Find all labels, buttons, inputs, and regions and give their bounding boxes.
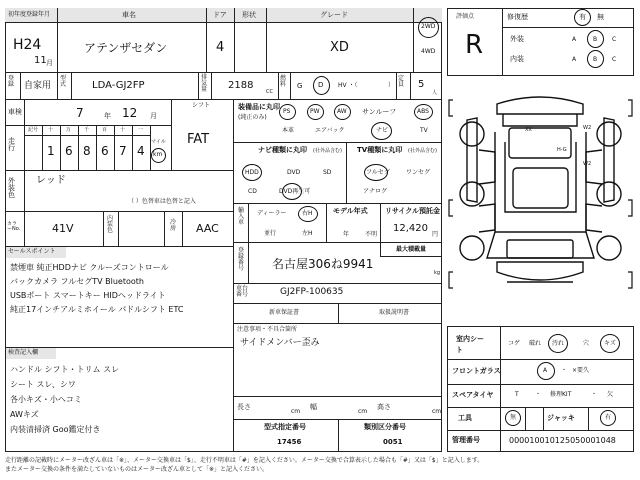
jack-label: ジャッキ <box>547 414 575 422</box>
tv-title: TV種類に丸印 <box>357 146 403 154</box>
spare-tire-label: スペアタイヤ <box>452 391 494 399</box>
repair-label: 修復歴 <box>507 13 528 21</box>
color-note: （ ）色替車は色替と記入 <box>128 198 196 205</box>
exterior-label: 外装 <box>510 35 524 43</box>
doors-value: 4 <box>216 40 225 55</box>
capacity-value: 5 <box>418 79 425 90</box>
registration-value: 名古屋306ね9941 <box>272 257 374 271</box>
model-label: 型式 <box>60 75 67 88</box>
type-label: 型式指定番号 <box>264 423 306 431</box>
reg-label: 登録 <box>8 75 15 88</box>
sales-points-label: セールスポイント <box>8 248 56 255</box>
damage-code: W2 <box>583 161 592 167</box>
km-label: km <box>153 151 163 158</box>
grade-label: グレード <box>320 11 348 19</box>
class-value: 0051 <box>383 438 403 446</box>
first-reg-label: 初年度登録年月 <box>8 11 51 18</box>
color-value: レッド <box>36 175 66 186</box>
color-label: 外装色 <box>8 177 15 199</box>
fuel-g: G <box>297 82 303 90</box>
shift-label: シフト <box>192 102 211 109</box>
mileage-note-label: 記号 <box>28 127 39 133</box>
inspector-line: ハンドル シフト・トリム スレ <box>10 365 120 374</box>
import-label: 輸入車 <box>238 207 245 226</box>
max-load-label: 最大積載量 <box>396 246 427 253</box>
new-car-warranty: 新車保証書 <box>269 309 300 316</box>
repair-no: 無 <box>597 13 604 21</box>
color-no-label: カラーNo. <box>7 221 21 232</box>
footer-line: またメーター交換の条件を満たしていないものはメーター改ざん車として「※」と記入ください。 <box>5 466 269 473</box>
tools-value: 無 <box>510 414 517 421</box>
drive-4wd: 4WD <box>421 48 436 55</box>
displacement-value: 2188 <box>228 80 254 91</box>
name-label: 車名 <box>122 11 136 19</box>
shift-value: FAT <box>187 132 210 147</box>
score-label: 評価点 <box>456 13 475 20</box>
color-no-value: 41V <box>52 222 74 235</box>
tools-label: 工具 <box>458 414 472 422</box>
model-year-label: モデル年式 <box>333 207 368 215</box>
mileage-digit: 6 <box>101 144 109 158</box>
class-label: 類別区分番号 <box>364 423 406 431</box>
interior-sheet-label: 室内シート <box>456 335 484 354</box>
repair-yes: 有 <box>579 13 586 21</box>
mileage-digit: 6 <box>65 144 73 158</box>
damage-code: W2 <box>583 125 592 131</box>
first-reg-month: 11 <box>34 55 47 66</box>
drive-2wd: 2WD <box>421 23 436 30</box>
nav-title: ナビ種類に丸印 <box>258 146 307 154</box>
first-reg-year: H24 <box>13 37 42 53</box>
car-name: アテンザセダン <box>84 41 168 55</box>
inspector-line: 内装清掃済 Goo鑑定付き <box>10 425 101 434</box>
sales-line: 禁煙車 純正HDDナビ クルーズコントロール <box>10 263 169 272</box>
mileage-digit: 4 <box>137 144 145 158</box>
car-outline-icon <box>447 82 634 322</box>
interior-eval-label: 内装 <box>510 55 524 63</box>
sales-line: バックカメラ フルセグTV Bluetooth <box>10 277 144 286</box>
use-value: 自家用 <box>24 81 52 91</box>
equipment-sub: (純正のみ) <box>238 114 267 121</box>
footer-line: 走行距離の記載時にメーター改ざん車は「※」、メーター交換車は「$」、走行不明車は「#」を記入ください。メーター交換で合算表示した場合も「#」又は「$」と記入します。 <box>5 457 484 464</box>
score-value: R <box>465 30 484 60</box>
mileage-digit: 1 <box>47 144 55 158</box>
shape-label: 形状 <box>242 11 256 19</box>
mileage-digit: 8 <box>83 144 91 158</box>
inspector-line: 各小キズ・小ヘコミ <box>10 395 82 404</box>
mile-label: マイル <box>151 139 166 145</box>
damage-code: H-G <box>557 147 567 153</box>
capacity-label: 定員 <box>398 75 405 88</box>
manual-label: 取扱説明書 <box>379 309 410 316</box>
inspector-label: 検査記入欄 <box>8 349 39 356</box>
mileage-label: 走行 <box>8 137 15 152</box>
sales-line: 純正17インチアルミホイール パドルシフト ETC <box>10 305 184 314</box>
management-value: 000010010125050001048 <box>509 436 616 445</box>
aircon-label: 冷房 <box>170 219 177 232</box>
aircon-value: AAC <box>196 222 219 235</box>
front-glass-label: フロントガラス <box>452 367 501 375</box>
recycle-value: 12,420 <box>393 223 428 234</box>
inspector-line: シート スレ、シワ <box>10 380 76 389</box>
model-value: LDA-GJ2FP <box>92 80 145 91</box>
inspector-line: AWキズ <box>10 410 39 419</box>
interior-color-label: 内装色 <box>107 215 114 234</box>
registration-label: 登録番号 <box>238 247 245 272</box>
car-diagram <box>447 82 634 322</box>
displacement-label: 排気量 <box>201 74 208 93</box>
jack-value: 有 <box>605 414 612 421</box>
inspection-month: 12 <box>122 106 138 120</box>
fuel-d: D <box>318 81 324 89</box>
damage-code: XX <box>525 127 532 133</box>
type-value: 17456 <box>277 438 302 446</box>
equipment-label: 装備品に丸印 <box>238 103 280 111</box>
management-label: 管理番号 <box>452 436 480 444</box>
notes-label: 注意事項・不具合箇所 <box>237 326 298 333</box>
fuel-hv: HV ・（ <box>338 82 358 89</box>
chassis-value: GJ2FP-100635 <box>280 287 344 297</box>
sales-line: USBポート スマートキー HIDヘッドライト <box>10 291 166 300</box>
doors-label: ドア <box>213 11 227 19</box>
notes-value: サイドメンバー歪み <box>240 338 320 348</box>
recycle-label: リサイクル預託金 <box>385 207 441 215</box>
grade-value: XD <box>330 40 349 55</box>
inspection-year: 7 <box>76 106 84 120</box>
inspection-label: 車検 <box>8 108 22 116</box>
mileage-digit: 7 <box>119 144 127 158</box>
fuel-label: 燃料 <box>280 75 287 88</box>
chassis-label: 車台番号 <box>236 285 249 298</box>
